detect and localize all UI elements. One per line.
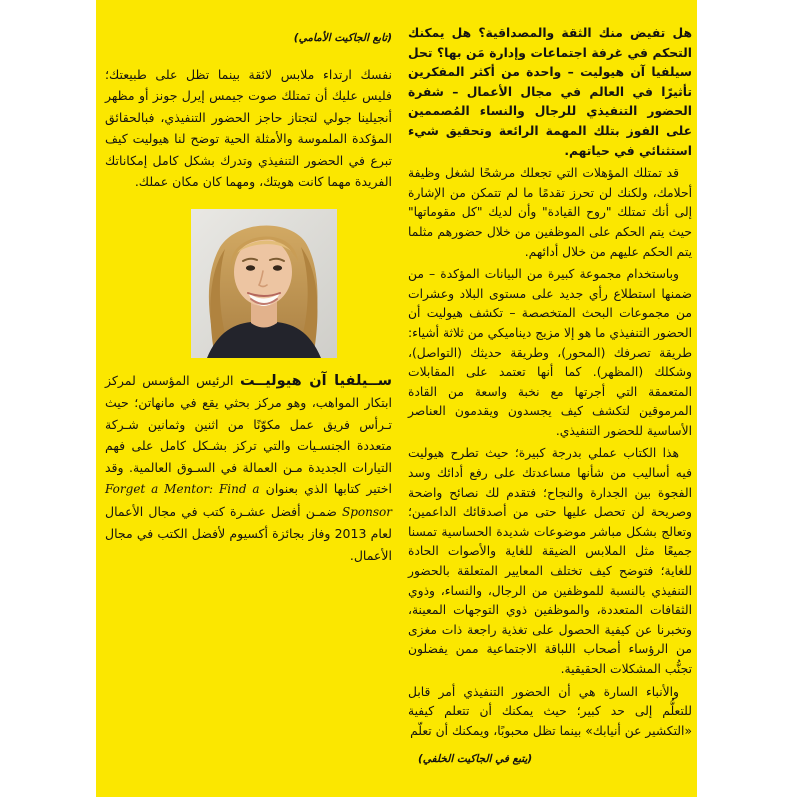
flap-paragraph: والأنباء السارة هي أن الحضور التنفيذي أمر قابل للتعلُّم إلى حد كبير؛ حيث يمكنك أن تتعلم كيفية «التكشير عن أنيابك» بينما تظل محبوبًا، ويمكنك أن تعلّم (408, 684, 692, 738)
flap-left-column (105, 28, 392, 566)
book-title-latin: Forget a Mentor: Find a Sponsor (105, 482, 392, 519)
author-bio-paragraph (105, 370, 392, 567)
continued-from-front-note: (تابع الجاكيت الأمامي) (293, 32, 392, 44)
left-eye (246, 265, 255, 270)
flap-intro-paragraph: نفسك ارتداء ملابس لائقة بينما تظل على طبيعتك؛ فليس عليك أن تمتلك صوت جيمس إيرل جونز أو مظهر أنجيلينا جولي لتجتاز حاجز الحضور التنفيذي، فبالحقائق المؤكدة الملموسة والأمثلة الحية توضح لنا هيوليت كيف تبرع في الحضور التنفيذي وتدرك بشكل كامل إمكاناتك الفريدة مهما كانت هويتك، ومهما كان مكان عملك. (105, 66, 392, 189)
right-eye (273, 265, 282, 270)
flap-paragraph: هذا الكتاب عملي بدرجة كبيرة؛ حيث تطرح هيوليت فيه أساليب من شأنها مساعدتك على رفع أدائك وسد الفجوة بين الجدارة والنجاح؛ فتقدم لك نصائح واضحة وصريحة لن تحصل عليها حتى من أصدقائك الداعمين؛ وتعالج بشكل مباشر موضوعات شديدة الحساسية تمسنا جميعًا مثل الملابس الضيقة للغاية والأصوات الحادة للغاية؛ فتوضح كيف تختلف المعايير المتعلقة بالحضور التنفيذي بالنسبة للموظفين من الرجال، والنساء، وذوي الثقافات المتعددة، والموظفين ذوي التوجهات المعينة، وتخبرنا عن كيفية الحصول على تغذية راجعة ذات مغزى من الرؤساء أصحاب اللباقة الاجتماعية ممن يفضلون تجنُّب المشكلات الحقيقية. (408, 446, 692, 676)
author-role-text: الرئيس المؤسس لمركز ابتكار المواهب، وهو مركز بحثي يقع في مانهاتن؛ حيث تـرأس فريق عمل مكوّنًا من اثنين وثمانين شـركة متعددة الجنسـيات والتي تركز بشـكل كامل على فهم التيارات الجديدة مـن العمالة في السـوق العالمية. وقد اختير كتابها الذي بعنوان (105, 372, 392, 496)
flap-paragraph: قد تمتلك المؤهلات التي تجعلك مرشحًا لشغل وظيفة أحلامك، ولكنك لن تحرز تقدمًا ما لم تتمكن من الإشارة إلى أنك تمتلك "روح القيادة" وأن لديك "كل مقوماتها" حيث يتم الحكم على الموظفين من خلال حضورهم مثلما يتم الحكم عليهم من خلال أدائهم. (408, 166, 692, 259)
jacket-flap (96, 0, 697, 797)
flap-paragraph: وباستخدام مجموعة كبيرة من البيانات المؤكدة – من ضمنها استطلاع رأي جديد على مستوى البلاد وعشرات من مجموعات البحث المتخصصة – تكشف هيوليت أن الحضور التنفيذي ما هو إلا مزيج ديناميكي من ثلاثة أشياء: طريقة تصرفك (المحور)، وطريقة حديثك (التواصل)، وشكلك (المظهر). كما أنها تعتمد على المقابلات المتعمقة التي أجرتها مع نخبة واسعة من القادة المرموقين لتكشف كيف يجسدون ويقدمون العناصر الأساسية للحضور التنفيذي. (408, 267, 692, 438)
author-name: ســيلفيا آن هيوليــت (240, 372, 392, 389)
author-portrait-photo (191, 209, 337, 358)
flap-paragraph-lead: هل تفيض منك الثقة والمصداقية؟ هل يمكنك التحكم في غرفة اجتماعات وإدارة مَن بها؟ تحل سيلفيا آن هيوليت – واحدة من أكثر المفكرين تأثيرًا في العالم في مجال الأعمال – شفرة الحضور التنفيذي للرجال والنساء المُصممين على الفوز بتلك المهمة الرائعة وتحقيق شيء استثنائي في حياتهم. (408, 26, 692, 158)
flap-right-column (408, 24, 692, 744)
continues-on-back-note: (يتبع في الجاكيت الخلفي) (418, 753, 533, 765)
author-awards-text: ضمـن أفضل عشـرة كتب في مجال الأعمال لعام 2013 وفاز بجائزة أكسيوم لأفضل الكتب في مجال الأعمال. (105, 503, 392, 563)
